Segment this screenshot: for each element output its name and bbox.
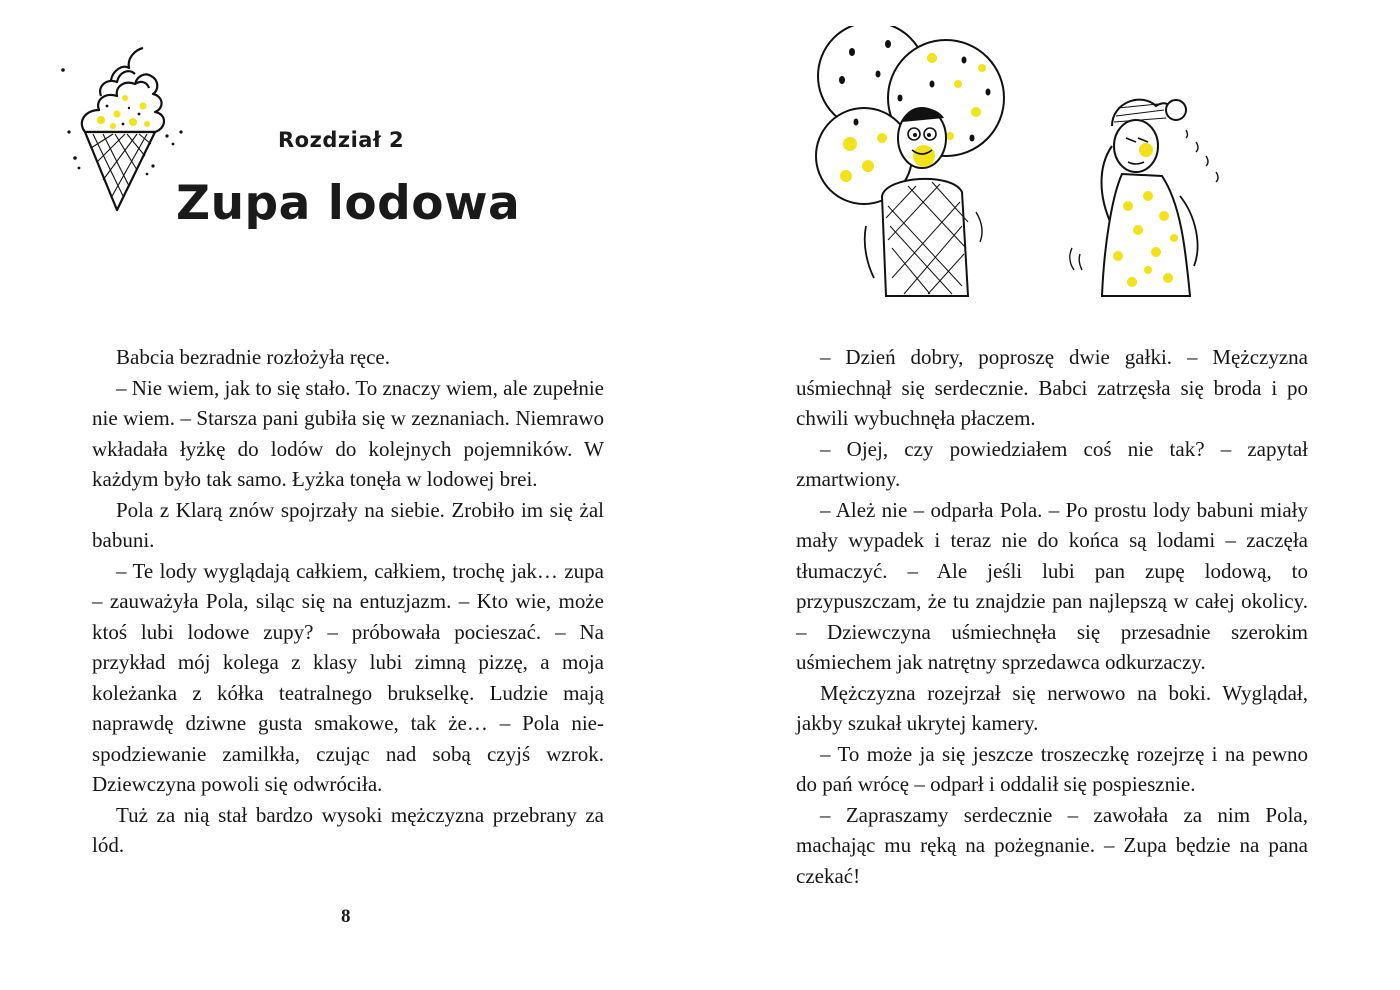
paragraph: – Dzień dobry, poproszę dwie gałki. – Mężczyzna uśmiechnął się serdecznie. Babci zatrzęsła się broda i po chwili wybuchnęła płaczem. xyxy=(796,345,1308,430)
chapter-label: Rozdział 2 xyxy=(278,128,405,152)
paragraph: Mężczyzna rozejrzał się nerwowo na boki. Wyglądał, jakby szukał ukrytej kamery. xyxy=(796,680,1308,735)
paragraph: – Zapraszamy serdecznie – zawołała za nim Pola, machając mu ręką na pożegnanie. – Zupa będzie na pana czekać! xyxy=(796,802,1308,888)
ice-cream-man-and-grandma-illustration xyxy=(812,26,1232,306)
chapter-title: Zupa lodowa xyxy=(176,176,521,231)
paragraph: – Ojej, czy powiedziałem coś nie tak? – zapytał zmartwiony. xyxy=(796,436,1308,491)
right-page-body xyxy=(796,342,1308,891)
left-page-body xyxy=(92,342,604,861)
right-page xyxy=(700,0,1400,990)
paragraph: – Nie wiem, jak to się stało. To znaczy wiem, ale zupełnie nie wiem. – Starsza pani gubiła się w zeznaniach. Niemrawo wkładała łyżkę do lodów do kolejnych pojemników. W każdym było tak samo. Łyżka tonęła w lodowej brei. xyxy=(92,375,604,491)
paragraph: – Te lody wyglądają całkiem, całkiem, trochę jak… zupa – zauważyła Pola, siląc się na entuzjazm. – Kto wie, może ktoś lubi lodowe zupy? – próbowała pocieszać. – Na przykład mój kolega z klasy lubi zimną pizzę, a moja koleżanka z kółka teatralnego brukselkę. Ludzie mają naprawdę dziwne gusta smakowe, tak że… – Pola niespodziewanie zamilkła, czując nad sobą czyjś wzrok. Dziewczyna powoli się odwróciła. xyxy=(92,558,604,796)
paragraph: Babcia bezradnie rozłożyła ręce. xyxy=(116,345,390,369)
paragraph: – Ależ nie – odparła Pola. – Po prostu lody babuni miały mały wypadek i teraz nie do końca są lodami – zaczęła tłumaczyć. – Ale jeśli lubi pan zupę lodową, to przypuszczam, że tu znajdzie pan najlepszą w całej okolicy. – Dziewczyna uśmiechnęła się przesadnie szerokim uśmiechem jak natrętny sprzedawca odkurzaczy. xyxy=(796,497,1308,674)
paragraph: – To może ja się jeszcze troszeczkę rozejrzę i na pewno do pań wrócę – odparł i oddalił się pospiesznie. xyxy=(796,741,1308,796)
paragraph: Tuż za nią stał bardzo wysoki mężczyzna przebrany za lód. xyxy=(92,802,604,857)
paragraph: Pola z Klarą znów spojrzały na siebie. Zrobiło im się żal babuni. xyxy=(92,497,604,552)
grandma-figure xyxy=(1070,100,1218,296)
page-number: 8 xyxy=(341,906,351,927)
